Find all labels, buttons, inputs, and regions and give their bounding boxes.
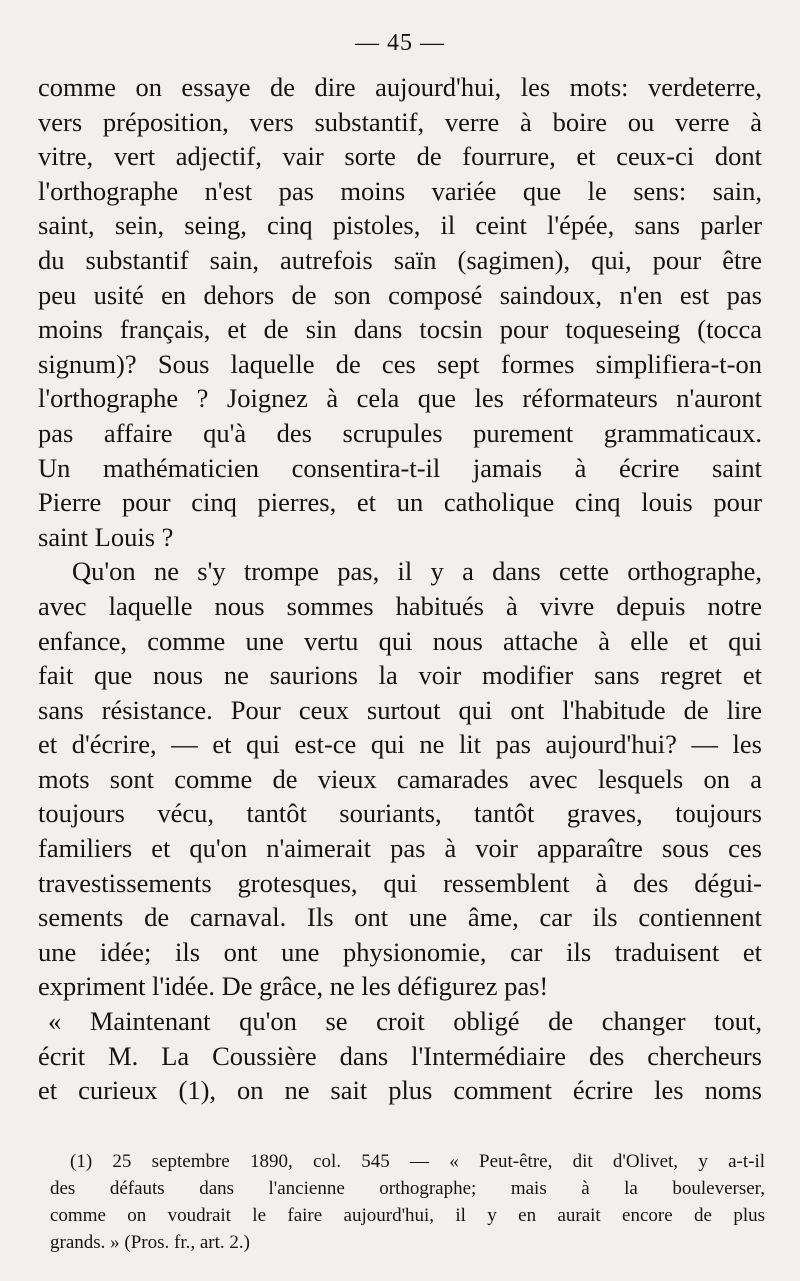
- paragraph-2: [38, 554, 762, 1004]
- text-line: Qu'on ne s'y trompe pas, il y a dans cette orthographe,: [72, 556, 762, 587]
- text-line: saint, sein, seing, cinq pistoles, il ceint l'épée, sans parler: [38, 210, 762, 241]
- body-text: [38, 70, 762, 1108]
- footnote: [50, 1148, 765, 1256]
- text-line: travestissements grotesques, qui ressemblent à des dégui-: [38, 867, 762, 898]
- text-line: du substantif sain, autrefois saïn (sagimen), qui, pour être: [38, 244, 762, 275]
- text-line: écrit M. La Coussière dans l'Intermédiaire des chercheurs: [38, 1040, 762, 1071]
- text-line: Pierre pour cinq pierres, et un catholique cinq louis pour: [38, 487, 762, 518]
- footnote-line: (1) 25 septembre 1890, col. 545 — « Peut-être, dit d'Olivet, y a-t-il: [70, 1151, 765, 1172]
- text-line: l'orthographe n'est pas moins variée que le sens: sain,: [38, 175, 762, 206]
- text-line: mots sont comme de vieux camarades avec lesquels on a: [38, 763, 762, 794]
- text-line: expriment l'idée. De grâce, ne les défigurez pas!: [38, 971, 549, 1002]
- text-line: toujours vécu, tantôt souriants, tantôt graves, toujours: [38, 798, 762, 829]
- paragraph-3: [38, 1004, 762, 1108]
- text-line: moins français, et de sin dans tocsin pour toqueseing (tocca: [38, 314, 762, 345]
- text-line: sans résistance. Pour ceux surtout qui ont l'habitude de lire: [38, 694, 762, 725]
- text-line: Un mathématicien consentira-t-il jamais à écrire saint: [38, 452, 762, 483]
- text-line: l'orthographe ? Joignez à cela que les réformateurs n'auront: [38, 383, 762, 414]
- text-line: « Maintenant qu'on se croit obligé de changer tout,: [48, 1006, 762, 1037]
- footnote-line: des défauts dans l'ancienne orthographe; mais à la bouleverser,: [50, 1178, 765, 1199]
- text-line: fait que nous ne saurions la voir modifier sans regret et: [38, 660, 762, 691]
- footnote-line: comme on voudrait le faire aujourd'hui, il y en aurait encore de plus: [50, 1205, 765, 1226]
- text-line: une idée; ils ont une physionomie, car ils traduisent et: [38, 936, 762, 967]
- text-line: comme on essaye de dire aujourd'hui, les mots: verdeterre,: [38, 72, 762, 102]
- text-line: familiers et qu'on n'aimerait pas à voir apparaître sous ces: [38, 833, 762, 864]
- text-line: sements de carnaval. Ils ont une âme, car ils contiennent: [38, 902, 762, 933]
- text-line: saint Louis ?: [38, 521, 174, 552]
- page-number: — 45 —: [355, 30, 445, 56]
- text-line: vers préposition, vers substantif, verre à boire ou verre à: [38, 106, 762, 137]
- text-line: signum)? Sous laquelle de ces sept formes simplifiera-t-on: [38, 348, 762, 379]
- text-line: et d'écrire, — et qui est-ce qui ne lit pas aujourd'hui? — les: [38, 729, 762, 760]
- text-line: avec laquelle nous sommes habitués à vivre depuis notre: [38, 590, 762, 621]
- paragraph-1: [38, 70, 762, 554]
- text-line: peu usité en dehors de son composé saindoux, n'en est pas: [38, 279, 762, 310]
- text-line: pas affaire qu'à des scrupules purement grammaticaux.: [38, 417, 762, 448]
- footnote-line: grands. » (Pros. fr., art. 2.): [50, 1232, 250, 1253]
- text-line: vitre, vert adjectif, vair sorte de fourrure, et ceux-ci dont: [38, 141, 762, 172]
- text-line: et curieux (1), on ne sait plus comment écrire les noms: [38, 1075, 762, 1106]
- text-line: enfance, comme une vertu qui nous attache à elle et qui: [38, 625, 762, 656]
